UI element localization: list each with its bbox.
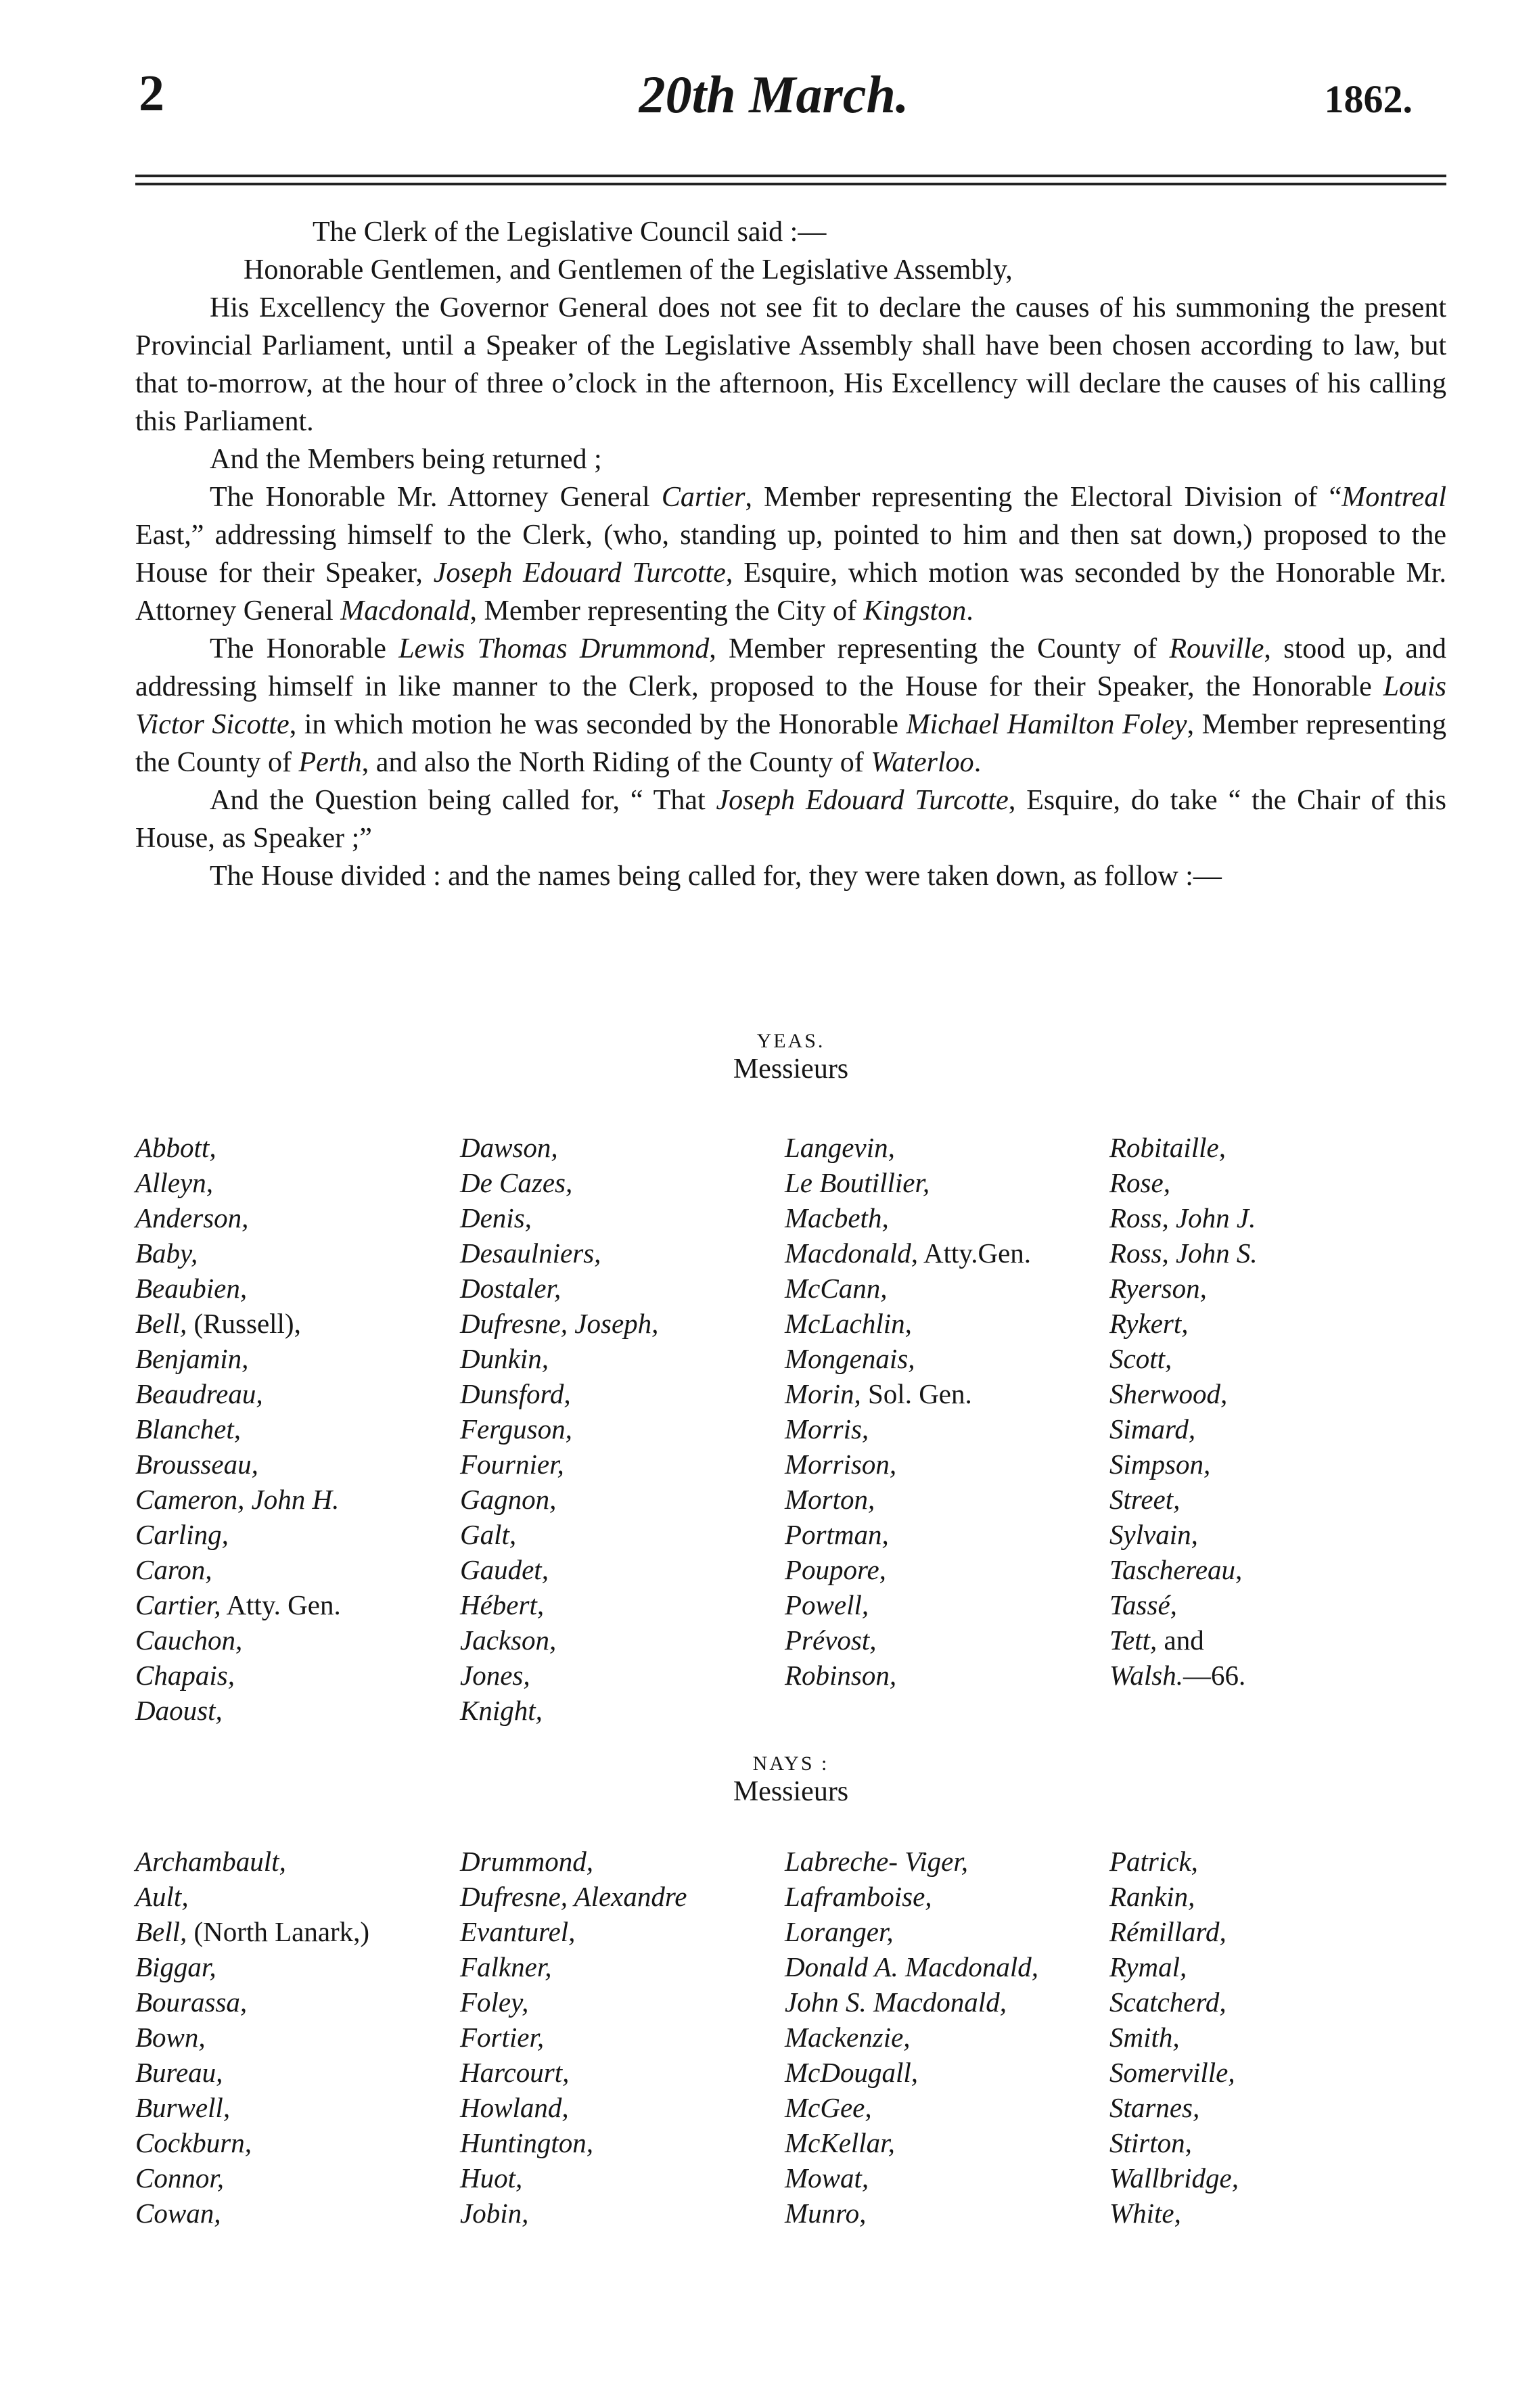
header-rule-bottom	[135, 183, 1446, 185]
member-name: Burwell,	[135, 2092, 231, 2123]
member-name: Portman,	[785, 1519, 889, 1550]
member-name: Ryerson,	[1109, 1273, 1207, 1304]
member-name: Desaulniers,	[460, 1237, 601, 1269]
member-name: Bourassa,	[135, 1986, 248, 2018]
member-name: Dawson,	[460, 1132, 558, 1163]
member-name: Drummond,	[460, 1846, 594, 1877]
member-name: White,	[1109, 2198, 1181, 2229]
member-name: Street,	[1109, 1484, 1180, 1515]
member-name: Sylvain,	[1109, 1519, 1198, 1550]
member-name: Morin, Sol. Gen.	[785, 1378, 972, 1409]
excellency-paragraph: His Excellency the Governor General does not see fit to declare the causes of his summoning the present Provincial Parliament, until a Speaker of the Legislative Assembly shall have been chosen according to law, but that to-morrow, at the hour of three o’clock in the afternoon, His Excellency will declare the causes of his calling this Parliament.	[135, 292, 1446, 437]
question-paragraph: And the Question being called for, “ That Joseph Edouard Turcotte, Esquire, do take “ the Chair of this House, as Speaker ;”	[135, 785, 1447, 854]
nays-column	[785, 1844, 1109, 2231]
member-name: Cartier, Atty. Gen.	[135, 1589, 341, 1620]
member-name: Rankin,	[1109, 1881, 1195, 1912]
member-name: Bown,	[135, 2022, 206, 2053]
member-name: Dufresne, Alexandre	[460, 1881, 687, 1912]
member-name: Macbeth,	[785, 1202, 889, 1233]
member-name: Le Boutillier,	[785, 1167, 930, 1198]
member-name: Simpson,	[1109, 1449, 1211, 1480]
member-name: Rémillard,	[1109, 1916, 1226, 1947]
member-name: Loranger,	[785, 1916, 894, 1947]
member-name: Jackson,	[460, 1625, 557, 1656]
yeas-column	[460, 1130, 785, 1728]
yeas-heading	[135, 1030, 1446, 1085]
cartier-motion-paragraph: The Honorable Mr. Attorney General Cartier, Member representing the Electoral Division of “Montreal East,” addressing himself to the Clerk, (who, standing up, pointed to him and then sat down,) proposed to the House for their Speaker, Joseph Edouard Turcotte, Esquire, which motion was seconded by the Honorable Mr. Attorney General Macdonald, Member representing the City of Kingston.	[135, 482, 1446, 627]
division-paragraph: The House divided : and the names being called for, they were taken down, as follow :—	[210, 861, 1222, 892]
member-name: McKellar,	[785, 2127, 895, 2158]
member-name: Beaudreau,	[135, 1378, 263, 1409]
member-name: Gaudet,	[460, 1554, 549, 1585]
member-name: Morton,	[785, 1484, 875, 1515]
member-name: Brousseau,	[135, 1449, 258, 1480]
member-name: Labreche- Viger,	[785, 1846, 968, 1877]
member-name: McLachlin,	[785, 1308, 912, 1339]
member-name: Mowat,	[785, 2162, 869, 2194]
member-name: Anderson,	[135, 1202, 249, 1233]
member-name: Robinson,	[785, 1660, 897, 1691]
member-name: Morris,	[785, 1413, 869, 1445]
member-name: Sherwood,	[1109, 1378, 1228, 1409]
member-name: Biggar,	[135, 1951, 216, 1982]
member-name: Starnes,	[1109, 2092, 1200, 2123]
member-name: Gagnon,	[460, 1484, 557, 1515]
member-name: Blanchet,	[135, 1413, 241, 1445]
member-name: Bell, (North Lanark,)	[135, 1916, 370, 1947]
member-name: Ross, John J.	[1109, 1202, 1256, 1233]
yeas-title: YEAS.	[756, 1030, 825, 1052]
member-name: Donald A. Macdonald,	[785, 1951, 1039, 1982]
header-rule-top	[135, 175, 1446, 177]
address-line: Honorable Gentlemen, and Gentlemen of the Legislative Assembly,	[244, 254, 1013, 286]
member-name: Galt,	[460, 1519, 517, 1550]
member-name: Carling,	[135, 1519, 229, 1550]
member-name: Cockburn,	[135, 2127, 252, 2158]
member-name: Mongenais,	[785, 1343, 915, 1374]
member-name: Somerville,	[1109, 2057, 1235, 2088]
member-name: Langevin,	[785, 1132, 895, 1163]
member-name: De Cazes,	[460, 1167, 573, 1198]
drummond-motion-paragraph: The Honorable Lewis Thomas Drummond, Member representing the County of Rouville, stood up, and addressing himself in like manner to the Clerk, proposed to the House for their Speaker, the Honorable Louis Victor Sicotte, in which motion he was seconded by the Honorable Michael Hamilton Foley, Member representing the County of Perth, and also the North Riding of the County of Waterloo.	[135, 633, 1446, 778]
member-name: Howland,	[460, 2092, 569, 2123]
page-year: 1862.	[1324, 77, 1413, 121]
member-name: Rykert,	[1109, 1308, 1189, 1339]
member-name: Robitaille,	[1109, 1132, 1226, 1163]
member-name: Rymal,	[1109, 1951, 1187, 1982]
member-name: Dufresne, Joseph,	[460, 1308, 659, 1339]
member-name: Denis,	[460, 1202, 532, 1233]
member-name: Huntington,	[460, 2127, 594, 2158]
member-name: Foley,	[460, 1986, 529, 2018]
member-name: Cauchon,	[135, 1625, 243, 1656]
page-number: 2	[139, 65, 164, 122]
member-name: Alleyn,	[135, 1167, 213, 1198]
member-name: Hébert,	[460, 1589, 545, 1620]
yeas-column	[135, 1130, 460, 1728]
member-name: Falkner,	[460, 1951, 552, 1982]
clerk-line: The Clerk of the Legislative Council said :—	[313, 217, 827, 248]
member-name: Beaubien,	[135, 1273, 248, 1304]
member-name: Bureau,	[135, 2057, 223, 2088]
member-name: Poupore,	[785, 1554, 886, 1585]
member-name: Powell,	[785, 1589, 869, 1620]
member-name: McDougall,	[785, 2057, 918, 2088]
nays-column	[1109, 1844, 1434, 2231]
member-name: Ross, John S.	[1109, 1237, 1258, 1269]
member-name: Tassé,	[1109, 1589, 1177, 1620]
member-name: Scott,	[1109, 1343, 1172, 1374]
page-date-title: 20th March.	[639, 65, 909, 124]
member-name: Morrison,	[785, 1449, 897, 1480]
member-name: Ferguson,	[460, 1413, 572, 1445]
member-name: Dunsford,	[460, 1378, 571, 1409]
member-name: Harcourt,	[460, 2057, 570, 2088]
member-name: McGee,	[785, 2092, 872, 2123]
member-name: Jobin,	[460, 2198, 529, 2229]
member-name: Knight,	[460, 1695, 543, 1726]
member-name: Tett, and	[1109, 1625, 1204, 1656]
members-line: And the Members being returned ;	[210, 444, 602, 475]
member-name: Daoust,	[135, 1695, 223, 1726]
member-name: Caron,	[135, 1554, 212, 1585]
member-name: Archambault,	[135, 1846, 286, 1877]
member-name: Ault,	[135, 1881, 189, 1912]
member-name: Bell, (Russell),	[135, 1308, 301, 1339]
nays-title: NAYS :	[752, 1752, 829, 1775]
member-name: Stirton,	[1109, 2127, 1192, 2158]
member-name: Abbott,	[135, 1132, 216, 1163]
nays-column	[135, 1844, 460, 2231]
proceedings-text	[135, 213, 1446, 895]
member-name: Mackenzie,	[785, 2022, 911, 2053]
member-name: Benjamin,	[135, 1343, 249, 1374]
member-name: Baby,	[135, 1237, 198, 1269]
member-name: Prévost,	[785, 1625, 877, 1656]
member-name: John S. Macdonald,	[785, 1986, 1007, 2018]
member-name: Walsh.—66.	[1109, 1660, 1246, 1691]
member-name: Fournier,	[460, 1449, 564, 1480]
member-name: Wallbridge,	[1109, 2162, 1239, 2194]
member-name: Cameron, John H.	[135, 1484, 340, 1515]
member-name: Chapais,	[135, 1660, 235, 1691]
member-name: Cowan,	[135, 2198, 221, 2229]
member-name: Munro,	[785, 2198, 867, 2229]
yeas-messieurs: Messieurs	[733, 1053, 849, 1085]
nays-column	[460, 1844, 785, 2231]
member-name: Macdonald, Atty.Gen.	[785, 1237, 1032, 1269]
yeas-column	[1109, 1130, 1434, 1693]
member-name: Huot,	[460, 2162, 523, 2194]
page-header	[135, 64, 1413, 139]
nays-heading	[135, 1752, 1446, 1808]
member-name: Connor,	[135, 2162, 225, 2194]
member-name: McCann,	[785, 1273, 888, 1304]
member-name: Scatcherd,	[1109, 1986, 1226, 2018]
member-name: Dunkin,	[460, 1343, 549, 1374]
member-name: Jones,	[460, 1660, 530, 1691]
member-name: Laframboise,	[785, 1881, 932, 1912]
yeas-column	[785, 1130, 1109, 1693]
nays-messieurs: Messieurs	[733, 1776, 849, 1807]
member-name: Taschereau,	[1109, 1554, 1243, 1585]
member-name: Fortier,	[460, 2022, 545, 2053]
member-name: Smith,	[1109, 2022, 1180, 2053]
member-name: Rose,	[1109, 1167, 1170, 1198]
member-name: Evanturel,	[460, 1916, 576, 1947]
member-name: Simard,	[1109, 1413, 1196, 1445]
member-name: Dostaler,	[460, 1273, 561, 1304]
member-name: Patrick,	[1109, 1846, 1198, 1877]
